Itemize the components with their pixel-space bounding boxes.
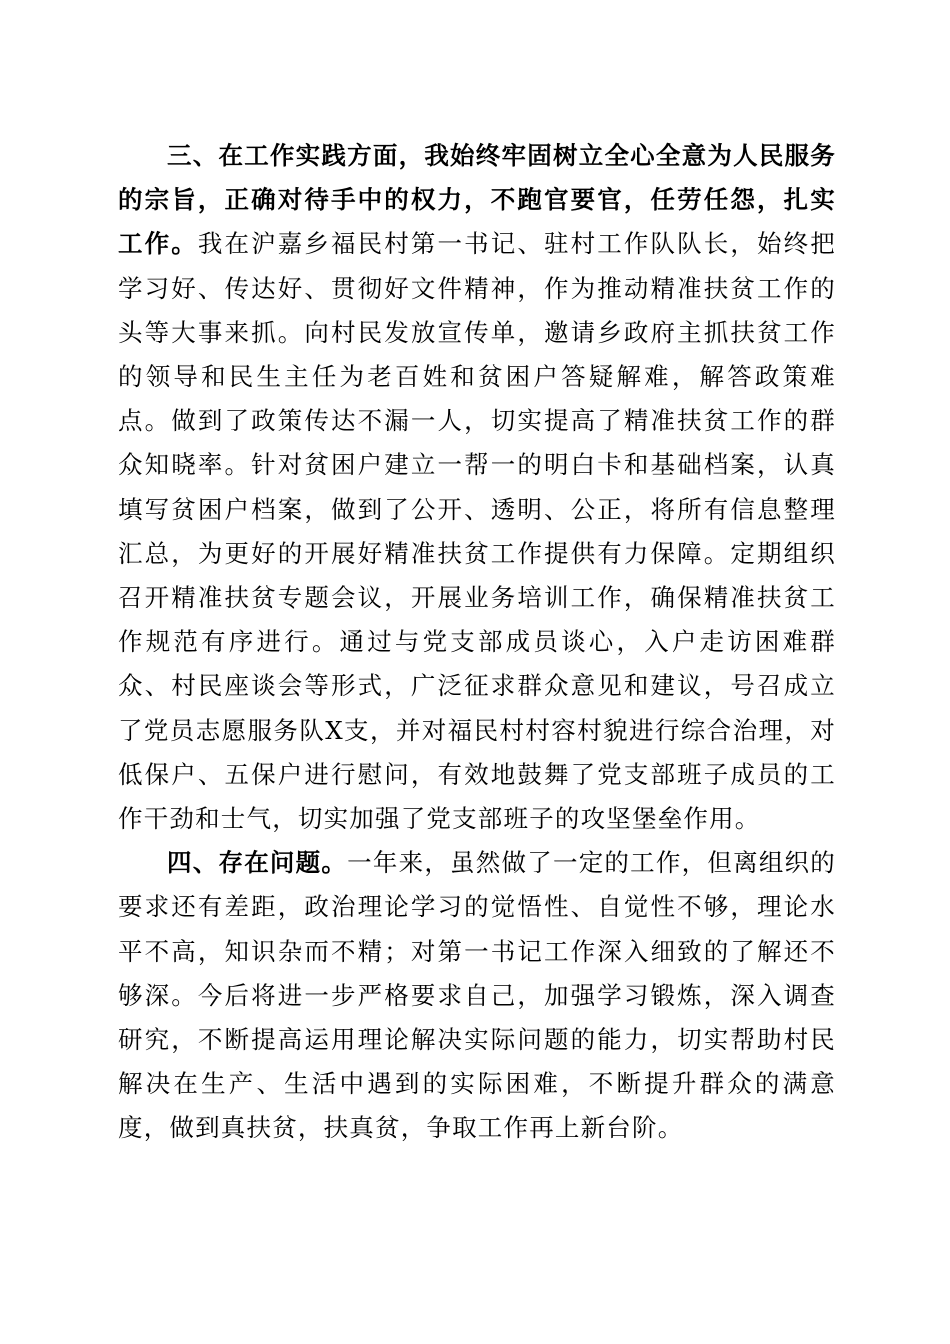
paragraph-heading: 四、存在问题。 <box>167 848 348 878</box>
paragraph-text: 一年来，虽然做了一定的工作，但离组织的要求还有差距，政治理论学习的觉悟性、自觉性不够，理论水平不高，知识杂而不精；对第一书记工作深入细致的了解还不够深。今后将进一步严格要求自己，加强学习锻炼，深入调查研究，不断提高运用理论解决实际问题的能力，切实帮助村民解决在生产、生活中遇到的实际困难，不断提升群众的满意度，做到真扶贫，扶真贫，争取工作再上新台阶。 <box>118 848 836 1143</box>
paragraph-work-practice <box>118 134 836 841</box>
paragraph-text: 我在沪嘉乡福民村第一书记、驻村工作队队长，始终把学习好、传达好、贯彻好文件精神，作为推动精准扶贫工作的头等大事来抓。向村民发放宣传单，邀请乡政府主抓扶贫工作的领导和民生主任为老百姓和贫困户答疑解难，解答政策难点。做到了政策传达不漏一人，切实提高了精准扶贫工作的群众知晓率。针对贫困户建立一帮一的明白卡和基础档案，认真填写贫困户档案，做到了公开、透明、公正，将所有信息整理汇总，为更好的开展好精准扶贫工作提供有力保障。定期组织召开精准扶贫专题会议，开展业务培训工作，确保精准扶贫工作规范有序进行。通过与党支部成员谈心，入户走访困难群众、村民座谈会等形式，广泛征求群众意见和建议，号召成立了党员志愿服务队X支，并对福民村村容村貌进行综合治理，对低保户、五保户进行慰问，有效地鼓舞了党支部班子成员的工作干劲和士气，切实加强了党支部班子的攻坚堡垒作用。 <box>118 229 836 834</box>
paragraph-heading: 三、在工作实践方面，我始终牢固树立全心全意为人民服务的宗旨，正确对待手中的权力，不跑官要官，任劳任怨，扎实工作。 <box>118 141 836 259</box>
paragraph-existing-problems <box>118 841 836 1150</box>
document-body <box>118 134 836 1151</box>
